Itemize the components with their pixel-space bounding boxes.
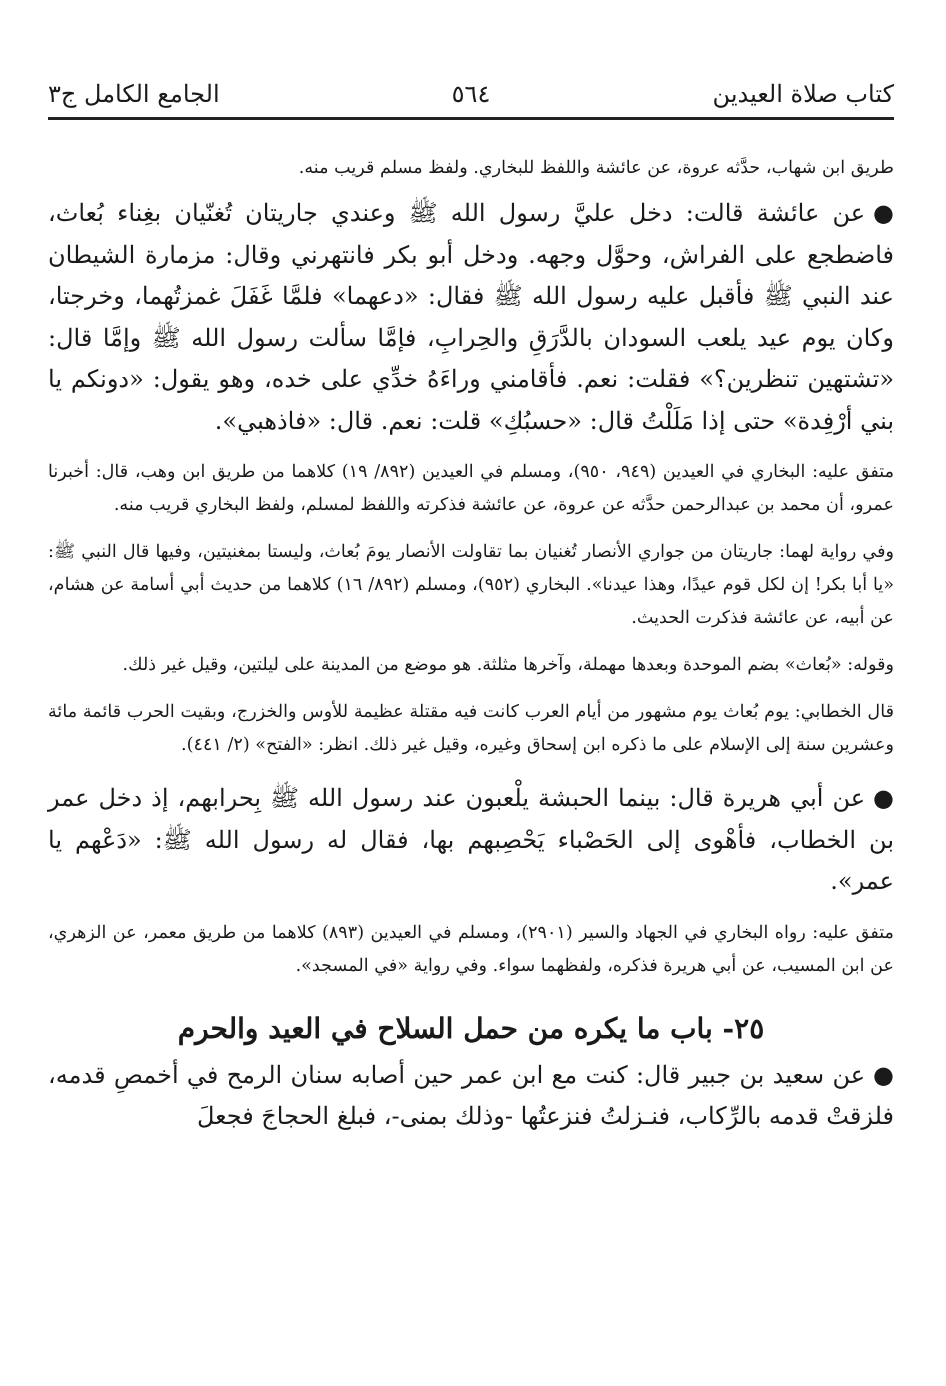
bullet-icon: ● <box>873 784 894 812</box>
hadith-2 <box>48 778 894 903</box>
bullet-icon: ● <box>873 199 894 227</box>
chapter-title: كتاب صلاة العيدين <box>712 80 894 108</box>
footnote-4: قال الخطابي: يوم بُعاث يوم مشهور من أيام العرب كانت فيه مقتلة عظيمة للأوس والخزرج، وبقيت الحرب قائمة مائة وعشرين سنة إلى الإسلام على ما ذكره ابن إسحاق وغيره، وقيل غير ذلك. انظر: «الفتح» (٢/ ٤٤١). <box>48 702 894 755</box>
page-number: ٥٦٤ <box>451 80 491 108</box>
header-rule <box>48 117 894 120</box>
footnote-3: وقوله: «بُعاث» بضم الموحدة وبعدها مهملة، وآخرها مثلثة. هو موضع من المدينة على ليلتين، وقيل غير ذلك. <box>122 655 894 675</box>
footnote-5: متفق عليه: رواه البخاري في الجهاد والسير (٢٩٠١)، ومسلم في العيدين (٨٩٣) كلاهما من طريق معمر، عن الزهري، عن ابن المسيب، عن أبي هريرة فذكره، ولفظهما سواء. وفي رواية «في المسجد». <box>48 922 894 976</box>
footnote-1: متفق عليه: البخاري في العيدين (٩٤٩، ٩٥٠)، ومسلم في العيدين (٨٩٢/ ١٩) كلاهما من طريق ابن وهب، قال: أخبرنا عمرو، أن محمد بن عبدالرحمن حدَّثه عن عروة، عن عائشة فذكرته واللفظ لمسلم، ولفظ البخاري قريب منه. <box>48 462 895 515</box>
book-title: الجامع الكامل ج٣ <box>48 80 220 108</box>
section-heading: ٢٥- باب ما يكره من حمل السلاح في العيد والحرم <box>177 1011 765 1045</box>
footnote-2: وفي رواية لهما: جاريتان من جواري الأنصار تُغنيان بما تقاولت الأنصار يومَ بُعاث، وليستا بمغنيتين، وفيها قال النبي ﷺ: «يا أبا بكر! إن لكل قوم عيدًا، وهذا عيدنا». البخاري (٩٥٢)، ومسلم (٨٩٢/ ١٦) كلاهما من حديث أبي أسامة عن هشام، عن أبيه، عن عائشة فذكرت الحديث. <box>48 542 894 628</box>
top-note: طريق ابن شهاب، حدَّثه عروة، عن عائشة واللفظ للبخاري. ولفظ مسلم قريب منه. <box>298 158 894 178</box>
hadith-1 <box>48 193 894 442</box>
bullet-icon: ● <box>873 1060 894 1089</box>
hadith-3-text: عن سعيد بن جبير قال: كنت مع ابن عمر حين أصابه سنان الرمح في أخمصِ قدمه، فلزقتْ قدمه بالرِّكاب، فنـزلتُ فنزعتُها -وذلك بمنى-، فبلغ الحجاجَ فجعلَ <box>48 1060 894 1130</box>
page-header <box>48 0 894 120</box>
hadith-1-text: عن عائشة قالت: دخل عليَّ رسول الله ﷺ وعندي جاريتان تُغنّيان بغِناء بُعاث، فاضطجع على الفراش، وحوَّل وجهه. ودخل أبو بكر فانتهرني وقال: مزمارة الشيطان عند النبي ﷺ فأقبل عليه رسول الله ﷺ فقال: «دعهما» فلمَّا غَفَلَ غمزتُهما، وخرجتا، وكان يوم عيد يلعب السودان بالدَّرَقِ والحِرابِ، فإمَّا سألت رسول الله ﷺ وإمَّا قال: «تشتهين تنظرين؟» فقلت: نعم. فأقامني وراءَهُ خدِّي على خده، وهو يقول: «دونكم يا بني أرْفِدة» حتى إذا مَلَلْتُ قال: «حسبُكِ» قلت: نعم. قال: «فاذهبي». <box>48 199 895 435</box>
hadith-2-text: عن أبي هريرة قال: بينما الحبشة يلْعبون عند رسول الله ﷺ بِحرابهم، إذ دخل عمر بن الخطاب، فأهْوى إلى الحَصْباء يَحْصِبهم بها، فقال له رسول الله ﷺ: «دَعْهم يا عمر». <box>48 784 894 895</box>
hadith-3 <box>48 1055 894 1138</box>
book-page <box>48 0 894 1138</box>
